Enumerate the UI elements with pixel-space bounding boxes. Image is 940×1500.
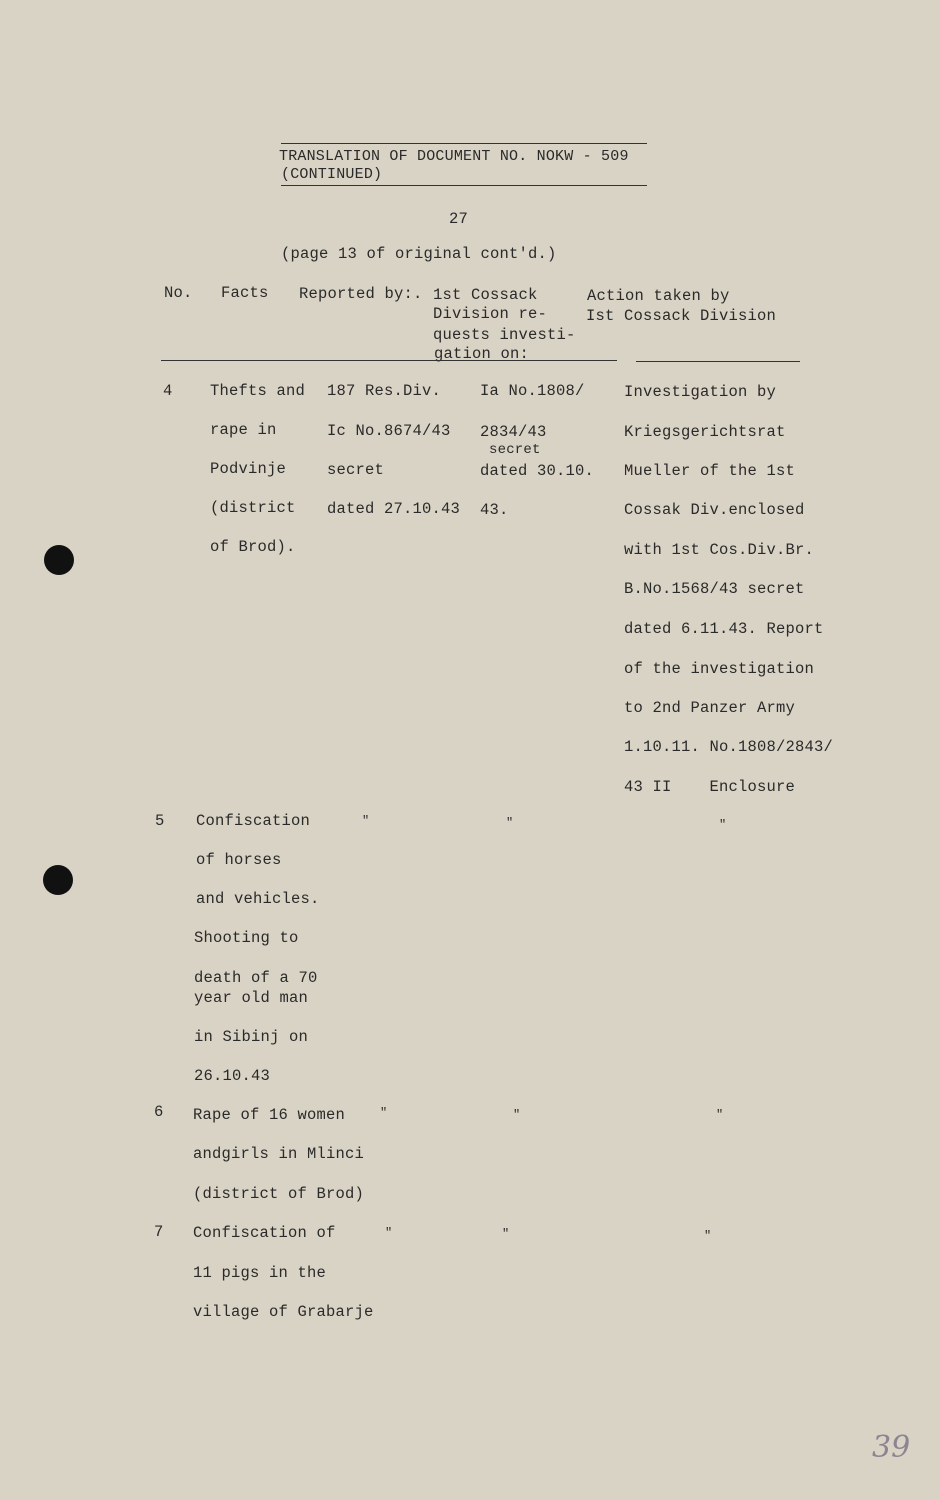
row-6-ditto-reported: " [380, 1106, 388, 1120]
row-4-action-line: 1.10.11. No.1808/2843/ [624, 738, 834, 756]
row-6-number: 6 [154, 1103, 164, 1121]
row-5-ditto-request: " [506, 816, 514, 830]
row-4-reported-line: secret [327, 461, 385, 479]
handwritten-folio-number: 39 [872, 1430, 911, 1465]
row-5-ditto-reported: " [362, 814, 370, 828]
row-7-facts-line: 11 pigs in the [193, 1264, 327, 1282]
document-subtitle: (CONTINUED) [281, 166, 383, 183]
row-4-action-line: dated 6.11.43. Report [624, 620, 824, 638]
row-4-action-line: Investigation by [624, 383, 777, 401]
column-header-request-line-4: gation on: [434, 345, 530, 363]
punch-hole-bottom [43, 865, 73, 895]
row-5-facts-line: death of a 70 [194, 969, 318, 987]
column-header-facts: Facts [221, 284, 269, 302]
column-header-request-line-3: quests investi- [433, 326, 576, 344]
row-4-reported-line: Ic No.8674/43 [327, 422, 451, 440]
row-6-ditto-action: " [716, 1108, 724, 1122]
column-header-no: No. [164, 284, 193, 302]
row-4-request-line: 43. [480, 501, 509, 519]
row-4-request-line: secret [489, 442, 541, 458]
row-4-request-line: dated 30.10. [480, 462, 595, 480]
original-page-note: (page 13 of original cont'd.) [281, 245, 557, 263]
row-5-facts-line: in Sibinj on [194, 1028, 309, 1046]
row-4-reported-line: dated 27.10.43 [327, 500, 461, 518]
column-header-rule-right [636, 361, 800, 362]
row-5-facts-line: year old man [194, 989, 309, 1007]
row-4-reported-line: 187 Res.Div. [327, 382, 442, 400]
row-5-facts-line: Confiscation [196, 812, 311, 830]
row-5-facts-line: Shooting to [194, 929, 299, 947]
row-7-ditto-action: " [704, 1229, 712, 1243]
row-5-number: 5 [155, 812, 165, 830]
row-4-facts-line: Podvinje [210, 460, 287, 478]
column-header-request-line-2: Division re- [433, 305, 548, 323]
row-4-facts-line: Thefts and [210, 382, 306, 400]
row-4-action-line: to 2nd Panzer Army [624, 699, 796, 717]
column-header-rule-left [161, 360, 617, 361]
column-header-action-line-2: Ist Cossack Division [586, 307, 777, 325]
row-5-facts-line: and vehicles. [196, 890, 320, 908]
row-6-facts-line: andgirls in Mlinci [193, 1145, 365, 1163]
column-header-reported-by: Reported by:. [299, 285, 423, 303]
row-4-action-line: 43 II Enclosure [624, 778, 796, 796]
row-6-facts-line: Rape of 16 women [193, 1106, 346, 1124]
row-4-action-line: Kriegsgerichtsrat [624, 423, 786, 441]
document-title: TRANSLATION OF DOCUMENT NO. NOKW - 509 [279, 148, 629, 165]
row-4-action-line: Cossak Div.enclosed [624, 501, 805, 519]
row-6-facts-line: (district of Brod) [193, 1185, 365, 1203]
row-5-facts-line: of horses [196, 851, 282, 869]
page-number: 27 [449, 210, 469, 228]
row-7-number: 7 [154, 1223, 164, 1241]
header-top-rule [281, 143, 647, 144]
row-5-ditto-action: " [719, 818, 727, 832]
row-7-facts-line: Confiscation of [193, 1224, 336, 1242]
row-7-ditto-request: " [502, 1227, 510, 1241]
row-4-facts-line: of Brod). [210, 538, 296, 556]
row-4-facts-line: rape in [210, 421, 277, 439]
row-4-request-line: 2834/43 [480, 423, 547, 441]
column-header-request-line-1: 1st Cossack [433, 286, 538, 304]
row-7-ditto-reported: " [385, 1226, 393, 1240]
row-4-action-line: with 1st Cos.Div.Br. [624, 541, 815, 559]
row-4-facts-line: (district [210, 499, 296, 517]
header-bottom-rule [281, 185, 647, 186]
row-4-action-line: B.No.1568/43 secret [624, 580, 805, 598]
row-4-request-line: Ia No.1808/ [480, 382, 585, 400]
row-4-number: 4 [163, 382, 173, 400]
punch-hole-top [44, 545, 74, 575]
row-6-ditto-request: " [513, 1108, 521, 1122]
row-5-facts-line: 26.10.43 [194, 1067, 271, 1085]
column-header-action-line-1: Action taken by [587, 287, 730, 305]
row-4-action-line: of the investigation [624, 660, 815, 678]
row-4-action-line: Mueller of the 1st [624, 462, 796, 480]
row-7-facts-line: village of Grabarje [193, 1303, 374, 1321]
